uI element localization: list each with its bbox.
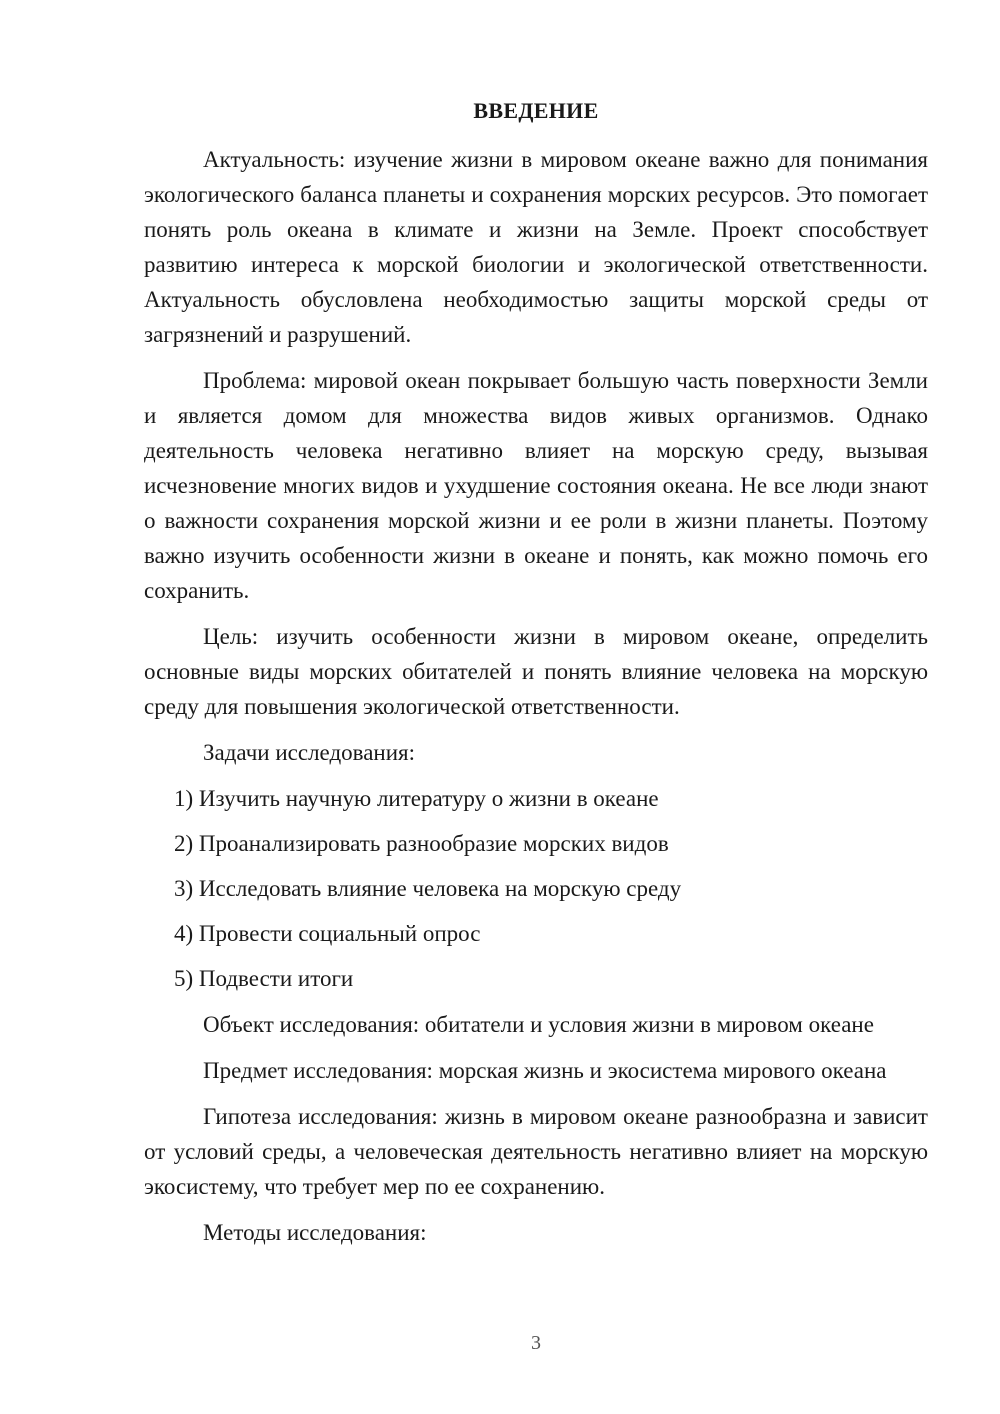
list-item: 3) Исследовать влияние человека на морскую среду (174, 876, 682, 901)
tasks-list (144, 781, 928, 996)
list-item: 4) Провести социальный опрос (174, 921, 481, 946)
section-heading: ВВЕДЕНИЕ (473, 98, 599, 123)
page-number-label: 3 (531, 1332, 541, 1354)
list-item: 5) Подвести итоги (174, 966, 354, 991)
list-item: 1) Изучить научную литературу о жизни в океане (174, 786, 659, 811)
page-number (0, 1332, 1000, 1355)
paragraph-goal: Цель: изучить особенности жизни в мировом океане, определить основные виды морских обитателей и понять влияние человека на морскую среду для повышения экологической ответственности. (144, 624, 928, 719)
list-item: 2) Проанализировать разнообразие морских видов (174, 831, 669, 856)
paragraph-tasks-title: Задачи исследования: (203, 740, 416, 765)
paragraph-hypothesis: Гипотеза исследования: жизнь в мировом океане разнообразна и зависит от условий среды, а человеческая деятельность негативно влияет на морскую экосистему, что требует мер по ее сохранению. (144, 1104, 928, 1199)
paragraph-object: Объект исследования: обитатели и условия жизни в мировом океане (203, 1012, 874, 1037)
paragraph-methods-title: Методы исследования: (203, 1220, 427, 1245)
paragraph-problem: Проблема: мировой океан покрывает большую часть поверхности Земли и является домом для множества видов живых организмов. Однако деятельность человека негативно влияет на морскую среду, вызывая исчезновение многих видов и ухудшение состояния океана. Не все люди знают о важности сохранения морской жизни и ее роли в жизни планеты. Поэтому важно изучить особенности жизни в океане и понять, как можно помочь его сохранить. (144, 368, 928, 603)
page-content (144, 94, 928, 1261)
paragraph-relevance: Актуальность: изучение жизни в мировом океане важно для понимания экологического баланса планеты и сохранения морских ресурсов. Это помогает понять роль океана в климате и жизни на Земле. Проект способствует развитию интереса к морской биологии и экологической ответственности. Актуальность обусловлена необходимостью защиты морской среды от загрязнений и разрушений. (144, 147, 928, 347)
paragraph-subject: Предмет исследования: морская жизнь и экосистема мирового океана (203, 1058, 887, 1083)
